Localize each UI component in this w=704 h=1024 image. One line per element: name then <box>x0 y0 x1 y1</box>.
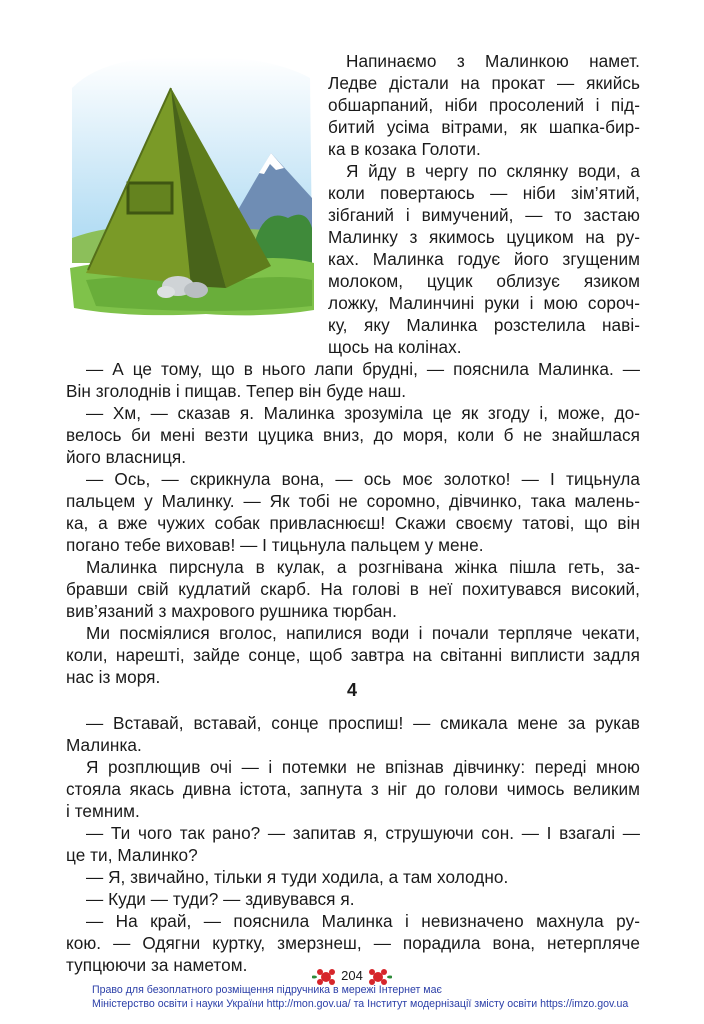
text-line: — На край, — пояснила Малинка і невизначено махнула ру- <box>86 911 640 931</box>
text-line: погано тебе виховав! — І тицьнула пальцем у мене. <box>66 535 484 555</box>
text-line: битий усіма вітрами, як шапка-бир- <box>328 117 640 137</box>
text-line: щось на колінах. <box>328 337 462 357</box>
text-line: Напинаємо з Малинкою намет. <box>346 51 640 71</box>
text-line: Малинка. <box>66 735 142 755</box>
text-line: велось би мені везти цуцика вниз, до моря, коли б не знайшлася <box>66 425 640 445</box>
text-line: Він зголоднів і пищав. Тепер він буде наш. <box>66 381 407 401</box>
text-line: бравши свій кудлатий скарб. На голові в неї похитувався високий, <box>66 579 640 599</box>
text-line: це ти, Малинко? <box>66 845 198 865</box>
text-line: ложку, Малинчині руки і мою сороч- <box>328 293 640 313</box>
text-line: Ми посміялися вголос, напилися води і почали терпляче чекати, <box>86 623 640 643</box>
text-line: Я йду в чергу по склянку води, а <box>346 161 640 181</box>
text-line: кою. — Одягни куртку, змерзнеш, — порадила вона, нетерпляче <box>66 933 640 953</box>
text-line: — Я, звичайно, тільки я туди ходила, а там холодно. <box>86 867 509 887</box>
tent-window <box>128 183 172 213</box>
text-line: пальцем у Малинку. — Як тобі не соромно, дівчинко, така малень- <box>66 491 640 511</box>
text-line: — Ти чого так рано? — запитав я, струшуючи сон. — І взагалі — <box>86 823 640 843</box>
stone-3 <box>157 286 175 298</box>
text-line: обшарпаний, ніби просолений і під- <box>328 95 640 115</box>
text-line: стояла якась дивна істота, запнута з ніг до голови чимось великим <box>66 779 640 799</box>
text-line: молоком, цуцик облизує язиком <box>328 271 640 291</box>
text-line: його власниця. <box>66 447 187 467</box>
text-line: зібганий і вимучений, — то застаю <box>328 205 640 225</box>
text-line: ках. Малинка годує його згущеним <box>328 249 640 269</box>
tent-illustration <box>66 48 316 318</box>
legal-notice-line-2: Міністерство освіти і науки України http://mon.gov.ua/ та Інститут модернізації змісту освіти https://imzo.gov.ua <box>92 998 629 1010</box>
text-line: Я розплющив очі — і потемки не впізнав дівчинку: переді мною <box>86 757 640 777</box>
legal-notice-line-1: Право для безоплатного розміщення підручника в мережі Інтернет має <box>92 984 442 996</box>
text-line: коли повертаюсь — ніби зім’ятий, <box>328 183 640 203</box>
stone-2 <box>184 282 208 298</box>
page-number: 204 <box>341 968 363 983</box>
text-line: нас із моря. <box>66 667 161 687</box>
text-line: — Ось, — скрикнула вона, — ось моє золотко! — І тицьнула <box>86 469 640 489</box>
text-line: — Хм, — сказав я. Малинка зрозуміла це як згоду і, може, до- <box>86 403 640 423</box>
text-line: ка, а вже чужих собак привласнюєш! Скажи своєму татові, що він <box>66 513 640 533</box>
text-line: коли, нарешті, зайде сонце, щоб завтра на світанні виплисти задля <box>66 645 640 665</box>
text-line: ку, яку Малинка розстелила наві- <box>328 315 640 335</box>
text-line: вив’язаний з махрового рушника тюрбан. <box>66 601 397 621</box>
text-line: — Вставай, вставай, сонце проспиш! — смикала мене за рукав <box>86 713 640 733</box>
text-line: і темним. <box>66 801 140 821</box>
text-line: — А це тому, що в нього лапи брудні, — пояснила Малинка. — <box>86 359 640 379</box>
text-line: Малинку з якимось цуциком на ру- <box>328 227 640 247</box>
section-number: 4 <box>346 680 357 700</box>
text-line: Ледве дістали на прокат — якийсь <box>328 73 640 93</box>
text-line: тупцюючи за наметом. <box>66 955 248 975</box>
text-line: — Куди — туди? — здивувався я. <box>86 889 355 909</box>
text-line: ка в козака Голоти. <box>328 139 481 159</box>
text-line: Малинка пирснула в кулак, а розгнівана жінка пішла геть, за- <box>86 557 640 577</box>
